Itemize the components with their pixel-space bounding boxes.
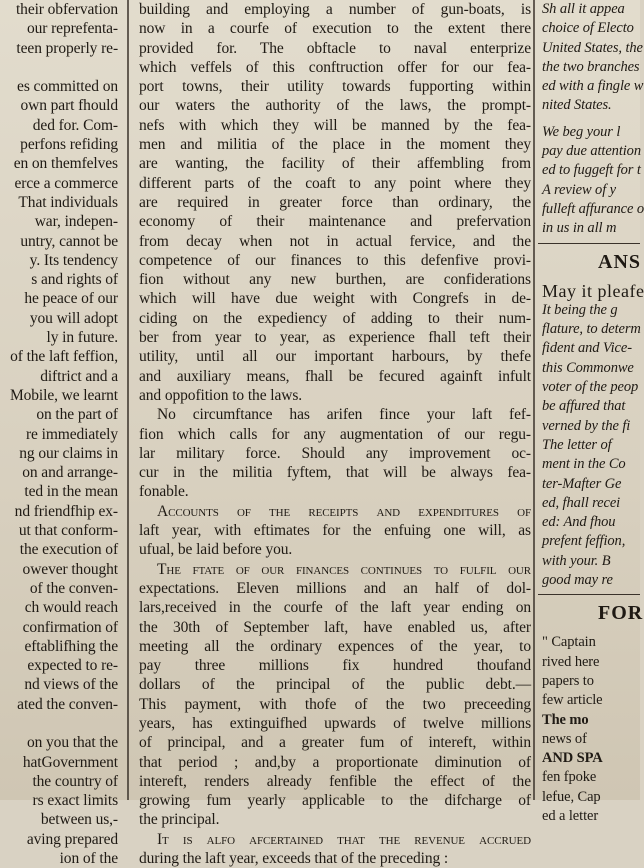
text-line [0, 714, 122, 733]
text-line: the principal. [139, 811, 220, 829]
text-line: years, has extinguifhed upwards of twelve millions [139, 714, 531, 732]
text-line: ly in future. [46, 329, 118, 347]
text-line: That individuals [18, 193, 118, 211]
text-line: Accounts of the receipts and expenditures of [157, 502, 531, 520]
text-line: y. Its tendency [29, 251, 118, 269]
text-line: ciding on the expediency of adding to their num- [139, 309, 531, 327]
text-line: nd friendfhip ex- [14, 502, 118, 520]
text-line: re immediately [26, 425, 118, 443]
column-rule-left [127, 0, 129, 800]
text-line: ed, fhall recei [542, 494, 621, 511]
text-line: ed a letter [542, 807, 599, 824]
text-line: The ftate of our finances continues to fulfil our [157, 560, 531, 578]
text-line: rs exact limits [32, 792, 118, 810]
text-line: be affured that [542, 398, 626, 415]
text-line: now in a courfe of execution to the extent there [139, 20, 531, 38]
text-line: choice of Electo [542, 20, 634, 37]
text-line: eftablifhing the [24, 637, 118, 655]
text-line: you will adopt [29, 309, 118, 327]
section-divider [538, 243, 640, 244]
text-line: United States, the [542, 39, 643, 56]
text-line: their obfervation [15, 1, 118, 18]
text-line: of principal, and a greater fum of intereft, within [139, 734, 531, 752]
text-line: teen properly re- [16, 39, 118, 57]
right-block-4 [538, 633, 640, 826]
text-line: ion of the [59, 850, 118, 868]
text-line: economy of their maintenance and prefervation [139, 213, 531, 231]
right-column [538, 0, 644, 824]
text-line: and oppofition to the laws. [139, 386, 303, 404]
text-line: confirmation of [22, 618, 118, 636]
text-line: ated the conven- [17, 695, 118, 713]
text-line: AND SPA [542, 750, 603, 767]
text-line: ber from year to year, as experience fhall teft their [139, 329, 531, 347]
text-line: es committed on [17, 78, 118, 96]
text-line: nd views of the [24, 676, 118, 694]
text-line: during the laft year, exceeds that of the preceding : [139, 850, 449, 868]
text-line: ment in the Co [542, 456, 626, 473]
text-line: different parts of the coaft to any point where they [139, 174, 531, 192]
text-line: expected to re- [27, 657, 118, 675]
text-line: ch would reach [24, 599, 118, 617]
text-line: s and rights of [31, 271, 118, 289]
text-line: meeting all the ordinary expences of the year, to [139, 637, 531, 655]
text-line: aving prepared [26, 830, 118, 848]
text-line: perfons refiding [20, 136, 118, 154]
text-line: the country of [32, 772, 118, 790]
text-line: hatGovernment [22, 753, 118, 771]
text-line: ed to fuggeft for t [542, 162, 641, 179]
text-line: flature, to determ [542, 321, 641, 338]
text-line: news of [542, 730, 587, 747]
text-line: en on themfelves [13, 155, 118, 173]
text-line: are required in greater force than ordinary, the [139, 193, 531, 211]
text-line: our reprefenta- [26, 20, 118, 38]
text-line: owever thought [22, 560, 118, 578]
right-block-1 [538, 0, 644, 116]
text-line: ded for. Com- [32, 116, 118, 134]
text-line: provided for. The obftacle to naval enterprize [139, 39, 531, 57]
text-line: ted in the mean [24, 483, 118, 501]
text-line: Mobile, we learnt [9, 386, 118, 404]
text-line [0, 58, 122, 77]
foreign-heading: FOR [598, 602, 644, 625]
text-line: utility, until all our important harbours, by thefe [139, 348, 531, 366]
answer-heading: ANS [598, 250, 642, 273]
text-line: war, indepen- [34, 213, 118, 231]
text-line: cur in the militia fyftem, that will be always fea- [139, 464, 531, 482]
text-line: papers to [542, 672, 594, 689]
text-line: the 30th of September laft, have enabled us, after [139, 618, 531, 636]
text-line: fonable. [139, 483, 189, 501]
text-line: the two branches [542, 58, 640, 75]
text-line: pay due attention [542, 143, 641, 160]
text-line: with your. B [542, 552, 611, 569]
text-line: ufual, be laid before you. [139, 541, 293, 559]
column-rule-right [533, 0, 535, 800]
text-line: of the conven- [29, 579, 118, 597]
text-line: own part fhould [20, 97, 118, 115]
text-line: of the laft feffion, [10, 348, 118, 366]
text-line: ed: And fhou [542, 514, 616, 531]
text-line: that period ; and,by a proportionate diminution of [139, 753, 531, 771]
text-line: our waters the authority of the laws, the prompt- [139, 97, 531, 115]
text-line: lars,received in the courfe of the laft year ending on [139, 599, 531, 617]
text-line: ut that conform- [18, 522, 118, 540]
text-line: ed with a fingle w [542, 78, 644, 95]
text-line: which veffels of this conftruction offer for our fea- [139, 58, 531, 76]
text-line: untry, cannot be [20, 232, 118, 250]
text-line: No circumftance has arifen fince your laft fef- [157, 406, 531, 424]
text-line: growing fum yearly applicable to the difcharge of [139, 792, 531, 810]
text-line: from decay when not in actual fervice, and the [139, 232, 531, 250]
text-line: fion which calls for any augmentation of our regu- [139, 425, 531, 443]
text-line: lar military force. Should any improvement oc- [139, 444, 531, 462]
text-line: competence of our finances to this defenfive provi- [139, 251, 531, 269]
text-line: fen fpoke [542, 769, 597, 786]
text-line: he peace of our [24, 290, 118, 308]
text-line: The mo [542, 711, 589, 728]
text-line: men and militia of the place in the moment they [139, 136, 531, 154]
text-line: good may re [542, 572, 613, 589]
text-line: pay three millions fix hundred thoufand [139, 657, 531, 675]
text-line: diftrict and a [40, 367, 118, 385]
text-line: in us in all m [542, 220, 617, 237]
text-line: nited States. [542, 97, 612, 114]
text-line: this Commonwe [542, 359, 634, 376]
text-line: verned by the fi [542, 417, 631, 434]
text-line: This payment, with thofe of the two preceeding [139, 695, 531, 713]
text-line: fident and Vice- [542, 340, 632, 357]
text-line: on and arrange- [22, 464, 118, 482]
text-line: dollars of the principal of the public debt.— [139, 676, 531, 694]
text-line: A review of y [542, 181, 616, 198]
text-line: on the part of [36, 406, 118, 424]
text-line: are wanting, the facility of their affembling from [139, 155, 531, 173]
left-column [0, 0, 122, 868]
text-line: ng our claims in [19, 444, 118, 462]
right-block-2 [538, 123, 644, 239]
text-line: It is alfo afcertained that the revenue accrued [157, 830, 531, 848]
text-line: the execution of [19, 541, 118, 559]
text-line: fion without any new burthen, are confiderations [139, 271, 531, 289]
text-line: between us,- [40, 811, 118, 829]
text-line: ter-Mafter Ge [542, 475, 622, 492]
text-line: laft year, with eftimates for the enfuing one will, as [139, 522, 531, 540]
text-line: It being the g [542, 301, 618, 318]
text-line: fulleft affurance o [542, 200, 644, 217]
text-line: nefs with which they will be manned by the fea- [139, 116, 531, 134]
text-line: We beg your l [542, 123, 621, 140]
text-line: building and employing a number of gun-boats, is [139, 1, 531, 18]
text-line: The letter of [542, 436, 612, 453]
middle-column [135, 0, 535, 868]
text-line: expectations. Eleven millions and an half of dol- [139, 579, 531, 597]
text-line: which will have due weight with Congrefs in de- [139, 290, 531, 308]
text-line: rived here [542, 653, 600, 670]
right-block-3 [538, 301, 640, 590]
text-line: intereft, renders already fenfible the effect of the [139, 772, 531, 790]
text-line: port towns, their utility towards fupporting within [139, 78, 531, 96]
text-line: few article [542, 692, 603, 709]
text-line: prefent feffion, [542, 533, 626, 550]
salutation: May it pleafe [542, 280, 644, 301]
text-line: " Captain [542, 634, 596, 651]
text-line: erce a commerce [14, 174, 118, 192]
text-line: lefue, Cap [542, 788, 601, 805]
text-line: and auxiliary means, fhall be fecured againft infult [139, 367, 531, 385]
text-line: on you that the [26, 734, 118, 752]
section-divider [538, 594, 640, 595]
text-line: voter of the peop [542, 379, 639, 396]
text-line: Sh all it appea [542, 1, 625, 17]
